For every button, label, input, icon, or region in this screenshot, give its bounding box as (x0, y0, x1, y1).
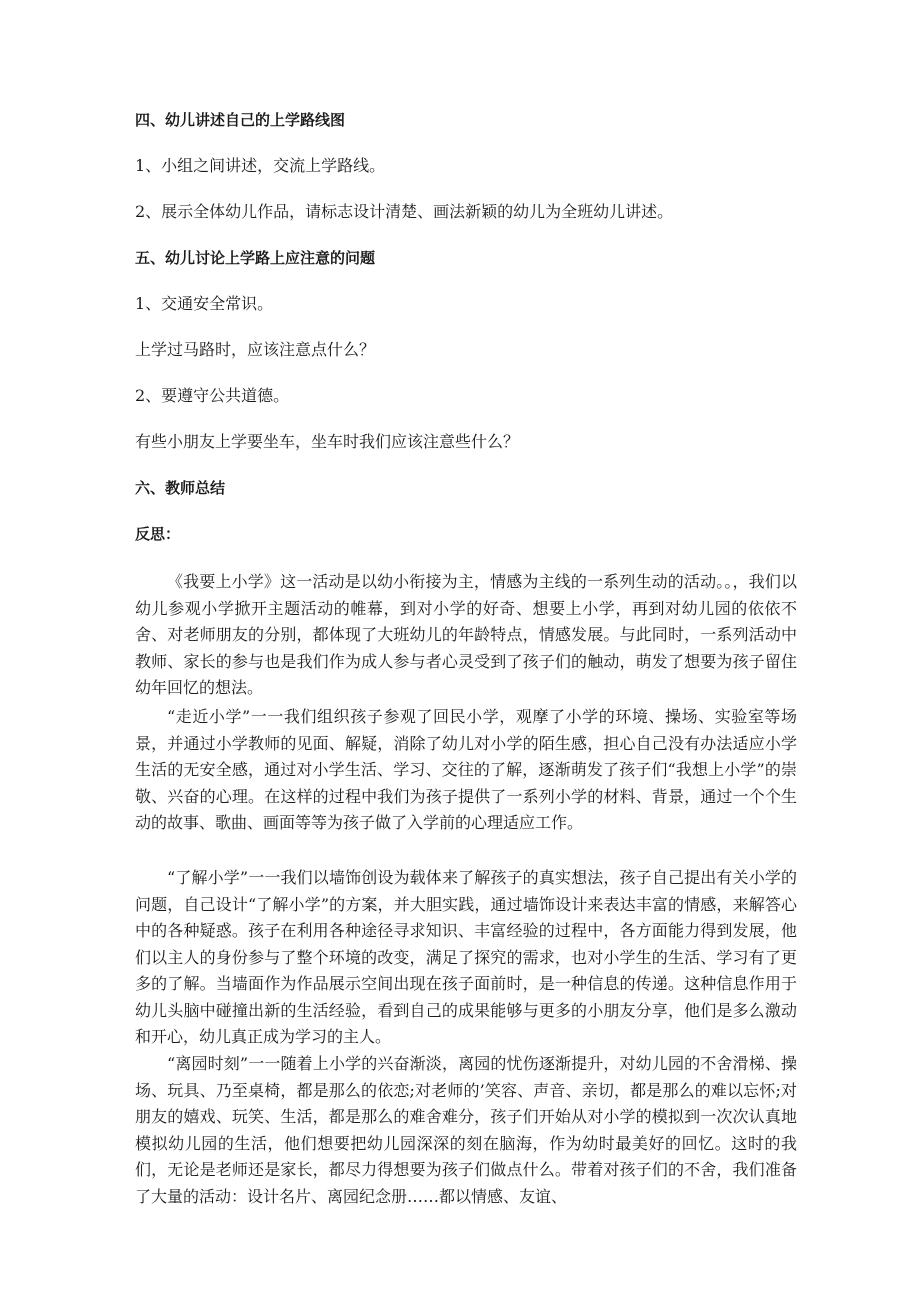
list-item-morality: 2、要遵守公共道德。 (135, 386, 290, 405)
heading-section-5: 五、幼儿讨论上学路上应注意的问题 (135, 249, 376, 267)
list-item-2: 2、展示全体幼儿作品，请标志设计清楚、画法新颖的幼儿为全班幼儿讲述。 (135, 202, 674, 221)
heading-reflection: 反思： (135, 525, 181, 543)
paragraph-understand-school: “了解小学”一一我们以墙饰创设为载体来了解孩子的真实想法，孩子自己提出有关小学的问题，自己设计“了解小学”的方案，并大胆实践，通过墙饰设计来表达丰富的情感，来解答心中的各种疑惑。孩子在利用各种途径寻求知识、丰富经验的过程中，各方面能力得到发展，他们以主人的身份参与了整个环境的改变，满足了探究的需求，也对小学生的生活、学习有了更多的了解。当墙面作为作品展示空间出现在孩子面前时，是一种信息的传递。这种信息作用于幼儿头脑中碰撞出新的生活经验，看到自己的成果能够与更多的小朋友分享，他们是多么激动和开心，幼儿真正成为学习的主人。 (135, 868, 797, 1046)
list-item-1: 1、小组之间讲述，交流上学路线。 (135, 156, 386, 175)
question-crossing: 上学过马路时，应该注意点什么？ (135, 340, 376, 359)
paragraph-intro: 《我要上小学》这一活动是以幼小衔接为主，情感为主线的一系列生动的活动。。，我们以幼儿参观小学掀开主题活动的帷幕，到对小学的好奇、想要上小学，再到对幼儿园的依依不舍、对老师朋友的分别，都体现了大班幼儿的年龄特点，情感发展。与此同时，一系列活动中教师、家长的参与也是我们作为成人参与者心灵受到了孩子们的触动，萌发了想要为孩子留住幼年回忆的想法。 (135, 572, 797, 697)
question-bus: 有些小朋友上学要坐车，坐车时我们应该注意些什么？ (135, 432, 520, 451)
list-item-traffic: 1、交通安全常识。 (135, 294, 274, 313)
heading-section-4: 四、幼儿讲述自己的上学路线图 (135, 111, 346, 129)
heading-section-6: 六、教师总结 (135, 479, 226, 497)
paragraph-approach-school: “走近小学”一一我们组织孩子参观了回民小学，观摩了小学的环境、操场、实验室等场景，并通过小学教师的见面、解疑，消除了幼儿对小学的陌生感，担心自己没有办法适应小学生活的无安全感，通过对小学生活、学习、交往的了解，逐渐萌发了孩子们“我想上小学”的崇敬、兴奋的心理。在这样的过程中我们为孩子提供了一系列小学的材料、背景，通过一个个生动的故事、歌曲、画面等等为孩子做了入学前的心理适应工作。 (135, 707, 797, 832)
paragraph-leaving-kindergarten: “离园时刻”一一随着上小学的兴奋渐淡，离园的忧伤逐渐提升，对幼儿园的不舍滑梯、操场、玩具、乃至桌椅，都是那么的依恋;对老师的’笑容、声音、亲切，都是那么的难以忘怀;对朋友的嬉戏、玩笑、生活，都是那么的难舍难分，孩子们开始从对小学的模拟到一次次认真地模拟幼儿园的生活，他们想要把幼儿园深深的刻在脑海，作为幼时最美好的回忆。这时的我们，无论是老师还是家长，都尽力得想要为孩子们做点什么。带着对孩子们的不舍，我们准备了大量的活动：设计名片、离园纪念册……都以情感、友谊、 (135, 1054, 797, 1206)
